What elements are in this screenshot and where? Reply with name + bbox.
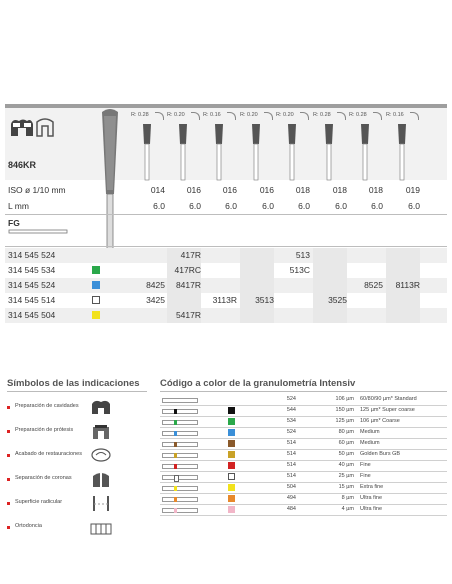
grit-code: 544 xyxy=(286,407,296,413)
grit-size: 8 µm xyxy=(341,495,354,501)
grit-code: 514 xyxy=(286,462,296,468)
article-number: 3425 xyxy=(146,295,165,305)
bur-icon xyxy=(238,122,274,182)
bur-shank-icon xyxy=(162,486,198,491)
grit-ring-icon xyxy=(174,508,177,513)
radius-label: R: 0.20 xyxy=(240,112,258,118)
column-shade xyxy=(313,278,347,293)
bur-shank-icon xyxy=(162,409,198,414)
cavity-preparation-icon xyxy=(89,398,113,417)
grit-ring-icon xyxy=(174,420,177,425)
legend-item xyxy=(7,473,147,487)
bur-shank-icon xyxy=(162,431,198,436)
legend-item xyxy=(7,521,147,535)
article-number: 513C xyxy=(289,265,310,275)
bur-column-7 xyxy=(347,108,383,178)
grit-name: Medium xyxy=(360,440,380,446)
bur-shank-icon xyxy=(162,508,198,513)
legend-item xyxy=(7,425,147,439)
grit-color-swatch xyxy=(228,473,235,480)
length-value: 6.0 xyxy=(371,201,383,211)
order-code: 314 545 524 xyxy=(8,280,56,290)
order-code: 314 545 524 xyxy=(8,250,56,260)
grit-color-swatch xyxy=(92,296,100,304)
legend-label: Acabado de restauraciones xyxy=(15,451,82,457)
divider xyxy=(5,246,447,247)
length-value: 6.0 xyxy=(262,201,274,211)
bur-shank-icon xyxy=(162,464,198,469)
bur-icon xyxy=(311,122,347,182)
iso-value: 018 xyxy=(368,185,383,195)
iso-row xyxy=(5,183,447,198)
iso-value: 016 xyxy=(186,185,201,195)
article-number: 8417R xyxy=(175,280,201,290)
bur-shank-icon xyxy=(162,442,198,447)
radius-label: R: 0.20 xyxy=(167,112,185,118)
root-surface-icon xyxy=(89,494,113,513)
radius-label: R: 0.20 xyxy=(276,112,294,118)
grit-code: 484 xyxy=(286,506,296,512)
bur-icon xyxy=(347,122,383,182)
grit-size: 125 µm xyxy=(335,418,354,424)
grit-name: Medium xyxy=(360,429,380,435)
column-shade xyxy=(240,263,274,278)
order-code: 314 545 534 xyxy=(8,265,56,275)
prosthesis-preparation-icon xyxy=(89,422,113,441)
order-code: 314 545 514 xyxy=(8,295,56,305)
grit-size: 106 µm xyxy=(335,396,354,402)
bur-column-8 xyxy=(384,108,420,178)
shank-row xyxy=(5,216,447,232)
product-title: 846KR xyxy=(8,160,37,170)
bullet-icon xyxy=(7,454,10,457)
grit-color-swatch xyxy=(228,506,235,513)
column-shade xyxy=(386,263,420,278)
article-number: 8113R xyxy=(395,280,420,290)
bullet-icon xyxy=(7,478,10,481)
bur-icon xyxy=(129,122,165,182)
length-value: 6.0 xyxy=(335,201,347,211)
length-value: 6.0 xyxy=(225,201,237,211)
grit-code: 514 xyxy=(286,440,296,446)
bullet-icon xyxy=(7,406,10,409)
bullet-icon xyxy=(7,526,10,529)
grit-name: Ultra fine xyxy=(360,506,383,512)
length-value: 6.0 xyxy=(408,201,420,211)
column-shade xyxy=(313,308,347,323)
radius-corner-icon xyxy=(410,112,419,120)
grit-color-swatch xyxy=(228,462,235,469)
radius-corner-icon xyxy=(155,112,164,120)
length-row xyxy=(5,199,447,214)
radius-corner-icon xyxy=(337,112,346,120)
grit-code: 504 xyxy=(286,484,296,490)
grit-name: Golden Burs GB xyxy=(360,451,401,457)
order-row xyxy=(5,293,447,308)
divider xyxy=(5,214,447,215)
legend-item xyxy=(7,401,147,415)
column-shade xyxy=(386,293,420,308)
radius-label: R: 0.28 xyxy=(131,112,149,118)
crown-separation-icon xyxy=(89,470,113,489)
legend-item xyxy=(7,449,147,463)
radius-corner-icon xyxy=(300,112,309,120)
grit-color-swatch xyxy=(92,266,100,274)
grit-code: 534 xyxy=(286,418,296,424)
grit-color-swatch xyxy=(228,418,235,425)
bur-icon xyxy=(201,122,237,182)
legend-title: Símbolos de las indicaciones xyxy=(7,378,140,389)
iso-value: 019 xyxy=(405,185,420,195)
bur-column-5 xyxy=(274,108,310,178)
grit-size: 80 µm xyxy=(338,429,354,435)
shank-icon xyxy=(8,229,68,235)
grit-color-swatch xyxy=(228,407,235,414)
bur-profile-icon xyxy=(34,116,56,138)
iso-value: 016 xyxy=(259,185,274,195)
article-number: 417R xyxy=(180,250,201,260)
grit-ring-icon xyxy=(174,453,177,458)
article-number: 417RC xyxy=(174,265,201,275)
grit-size: 50 µm xyxy=(338,451,354,457)
order-row xyxy=(5,308,447,323)
grit-color-swatch xyxy=(92,281,100,289)
legend-divider xyxy=(7,391,147,392)
iso-value: 016 xyxy=(222,185,237,195)
article-number: 3525 xyxy=(328,295,347,305)
article-number: 513 xyxy=(295,250,310,260)
bullet-icon xyxy=(7,430,10,433)
bur-column-3 xyxy=(201,108,237,178)
bur-shank-icon xyxy=(162,398,198,403)
column-shade xyxy=(386,248,420,263)
grit-ring-icon xyxy=(174,464,177,469)
grit-ring-icon xyxy=(174,497,177,502)
grit-table-title: Código a color de la granulometría Intensiv xyxy=(160,378,356,389)
legend-label: Preparación de cavidades xyxy=(15,403,79,409)
order-row xyxy=(5,248,447,263)
grit-name: 106 µm* Coarse xyxy=(360,418,400,424)
bur-icon xyxy=(165,122,201,182)
grit-name: Fine xyxy=(360,473,371,479)
iso-value: 018 xyxy=(295,185,310,195)
iso-label: ISO ø 1/10 mm xyxy=(8,185,66,195)
legend-label: Preparación de prótesis xyxy=(15,427,74,433)
radius-label: R: 0.16 xyxy=(386,112,404,118)
grit-ring-icon xyxy=(174,475,179,482)
column-shade xyxy=(313,248,347,263)
column-shade xyxy=(386,308,420,323)
bur-column-2 xyxy=(165,108,201,178)
iso-value: 014 xyxy=(150,185,165,195)
legend-label: Ortodoncia xyxy=(15,523,42,529)
grit-size: 4 µm xyxy=(341,506,354,512)
grit-ring-icon xyxy=(174,431,177,436)
grit-name: Fine xyxy=(360,462,371,468)
order-row xyxy=(5,278,447,293)
grit-ring-icon xyxy=(174,486,177,491)
shank-label: FG xyxy=(8,218,20,228)
grit-code: 494 xyxy=(286,495,296,501)
grit-color-swatch xyxy=(228,484,235,491)
grit-color-swatch xyxy=(228,429,235,436)
radius-label: R: 0.16 xyxy=(203,112,221,118)
grit-name: 60/80/90 µm* Standard xyxy=(360,396,417,402)
length-label: L mm xyxy=(8,201,29,211)
grit-color-swatch xyxy=(92,311,100,319)
restoration-finishing-icon xyxy=(89,446,113,465)
grit-color-swatch xyxy=(228,495,235,502)
iso-value: 018 xyxy=(332,185,347,195)
grit-divider xyxy=(160,391,447,392)
bur-column-4 xyxy=(238,108,274,178)
bur-icon xyxy=(274,122,310,182)
legend-item xyxy=(7,497,147,511)
column-shade xyxy=(240,248,274,263)
grit-size: 25 µm xyxy=(338,473,354,479)
order-row xyxy=(5,263,447,278)
article-number: 3513 xyxy=(255,295,274,305)
bullet-icon xyxy=(7,502,10,505)
grit-ring-icon xyxy=(174,409,177,414)
grit-name: 125 µm* Super coarse xyxy=(360,407,415,413)
radius-label: R: 0.28 xyxy=(349,112,367,118)
grit-ring-icon xyxy=(174,442,177,447)
length-value: 6.0 xyxy=(189,201,201,211)
legend-label: Superficie radicular xyxy=(15,499,63,505)
bur-column-6 xyxy=(311,108,347,178)
grit-size: 150 µm xyxy=(335,407,354,413)
grit-code: 514 xyxy=(286,451,296,457)
grit-name: Ultra fine xyxy=(360,495,383,501)
grit-size: 40 µm xyxy=(338,462,354,468)
order-code: 314 545 504 xyxy=(8,310,56,320)
length-value: 6.0 xyxy=(153,201,165,211)
column-shade xyxy=(313,263,347,278)
grit-size: 60 µm xyxy=(338,440,354,446)
grit-code: 514 xyxy=(286,473,296,479)
radius-corner-icon xyxy=(227,112,236,120)
radius-corner-icon xyxy=(264,112,273,120)
grit-color-swatch xyxy=(228,440,235,447)
bur-shank-icon xyxy=(162,475,198,480)
bur-shank-icon xyxy=(162,420,198,425)
column-shade xyxy=(167,293,201,308)
grit-code: 524 xyxy=(286,429,296,435)
radius-label: R: 0.28 xyxy=(313,112,331,118)
radius-corner-icon xyxy=(191,112,200,120)
bur-icon xyxy=(384,122,420,182)
bur-shank-icon xyxy=(162,453,198,458)
radius-corner-icon xyxy=(373,112,382,120)
grit-row xyxy=(160,504,447,516)
article-number: 3113R xyxy=(212,295,237,305)
grit-color-swatch xyxy=(228,451,235,458)
column-shade xyxy=(240,278,274,293)
column-shade xyxy=(240,308,274,323)
grit-size: 15 µm xyxy=(338,484,354,490)
bur-column-1 xyxy=(129,108,165,178)
grit-code: 524 xyxy=(286,396,296,402)
article-number: 5417R xyxy=(175,310,201,320)
orthodontics-icon xyxy=(89,518,113,537)
article-number: 8525 xyxy=(364,280,383,290)
grit-name: Extra fine xyxy=(360,484,384,490)
length-value: 6.0 xyxy=(298,201,310,211)
article-number: 8425 xyxy=(146,280,165,290)
legend-label: Separación de coronas xyxy=(15,475,72,481)
bur-shank-icon xyxy=(162,497,198,502)
